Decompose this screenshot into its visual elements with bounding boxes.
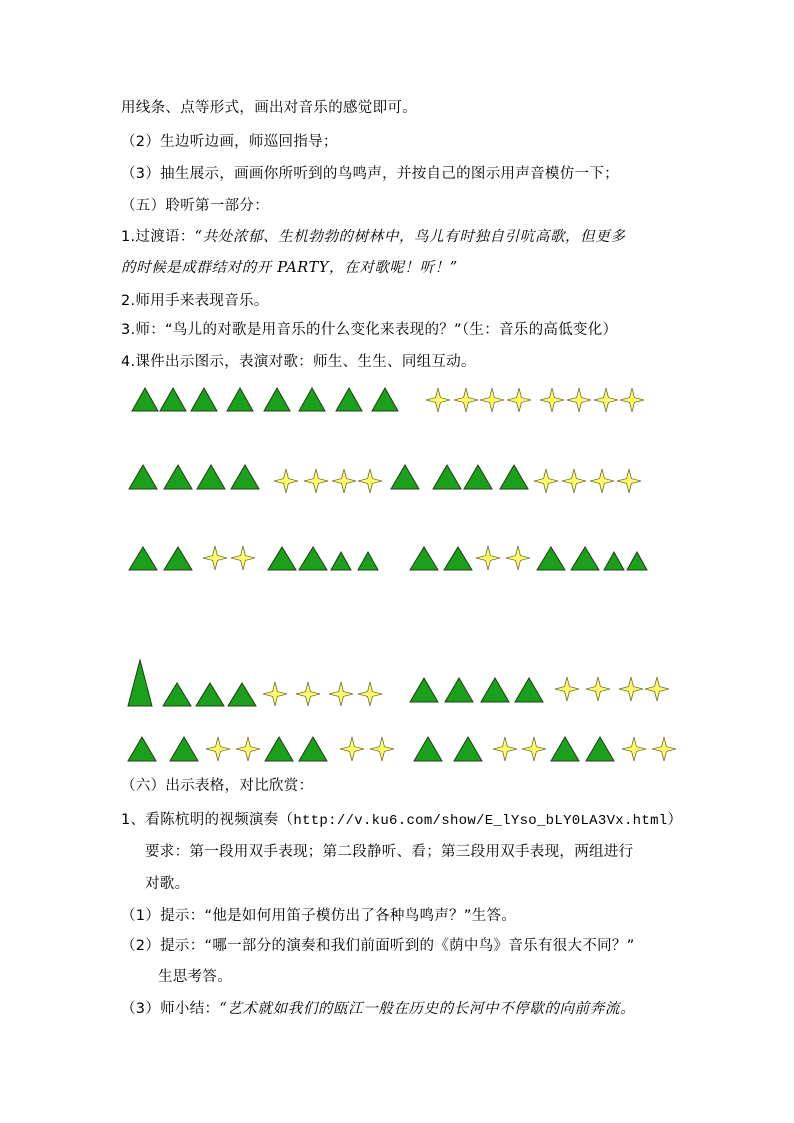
triangle-shape [515,678,543,702]
triangle-shape [444,547,472,570]
text-line-10: （六）出示表格，对比欣赏： [121,778,314,794]
star-shape [620,388,644,412]
triangle-shape [358,552,378,570]
summary-label: （3）师小结： [121,1001,220,1017]
triangle-shape [604,552,624,570]
triangle-shape [129,465,157,489]
text-line-11 [121,810,682,831]
star-shape [590,469,614,493]
text-line-16: 生思考答。 [158,969,232,985]
triangle-shape [299,737,327,761]
triangle-shape [170,737,198,761]
star-shape [480,388,504,412]
star-shape [296,682,320,706]
text-line-13: 对歌。 [145,876,190,892]
star-shape [358,469,382,493]
triangle-shape [410,678,438,702]
triangle-shape [627,552,647,570]
star-shape [329,682,353,706]
triangle-shape [481,678,509,702]
star-shape [203,546,227,570]
star-shape [619,677,643,701]
triangle-shape [433,465,461,489]
transition-quote: “共处浓郁、生机勃勃的树林中，鸟儿有时独自引吭高歌，但更多 [194,229,626,245]
text-line-15: （2）提示：“哪一部分的演奏和我们前面听到的《荫中鸟》音乐有很大不同？” [121,938,635,954]
star-shape [454,388,478,412]
triangle-shape [196,683,224,706]
triangle-shape [197,465,225,489]
triangle-shape [391,465,419,489]
text-line-6: 的时候是成群结对的开 PARTY，在对歌呢！听！” [121,260,458,276]
triangle-shape [372,388,398,411]
star-shape [622,737,646,761]
triangle-shape [454,737,482,761]
summary-quote: “艺术就如我们的瓯江一般在历史的长河中不停歇的向前奔流。 [219,1001,636,1017]
text-line-14: （1）提示：“他是如何用笛子模仿出了各种鸟鸣声？”生答。 [121,908,517,924]
text-line-4: （五）聆听第一部分： [121,198,269,214]
text-line-3: （3）抽生展示，画画你所听到的鸟鸣声，并按自己的图示用声音模仿一下； [121,166,619,182]
triangle-shape [231,465,259,489]
text-line-17 [121,999,635,1019]
video-label-end: ） [667,812,683,828]
star-shape [236,737,260,761]
star-shape [594,388,618,412]
star-shape [304,469,328,493]
star-shape [645,677,669,701]
triangle-shape [132,388,158,411]
star-shape [507,388,531,412]
star-shape [522,737,546,761]
triangle-shape [228,683,256,706]
star-shape [540,388,564,412]
triangle-shape [299,547,327,570]
triangle-shape [227,388,253,411]
text-line-9: 4.课件出示图示，表演对歌：师生、生生、同组互动。 [121,354,476,370]
triangle-shape [264,388,290,411]
triangle-shape [265,737,293,761]
text-line-7: 2.师用手来表现音乐。 [121,293,269,309]
triangle-shape [129,547,157,570]
text-line-12: 要求：第一段用双手表现；第二段静听、看；第三段用双手表现，两组进行 [145,844,634,860]
star-shape [493,737,517,761]
triangle-shape [571,547,599,570]
triangle-shape [331,552,351,570]
star-shape [534,469,558,493]
triangle-shape [586,737,614,761]
text-line-2: （2）生边听边画，师巡回指导； [121,134,338,150]
star-shape [617,469,641,493]
star-shape [370,737,394,761]
star-shape [206,737,230,761]
triangle-shape [164,547,192,570]
video-url: http://v.ku6.com/show/E_lYso_bLY0LA3Vx.html [293,813,668,829]
star-shape [332,469,356,493]
triangle-shape [537,547,565,570]
star-shape [263,682,287,706]
star-shape [506,546,530,570]
triangle-shape [191,388,217,411]
triangle-shape [164,465,192,489]
text-line-1: 用线条、点等形式，画出对音乐的感觉即可。 [121,100,417,116]
star-shape [274,469,298,493]
star-shape [476,546,500,570]
star-shape [652,737,676,761]
triangle-shape [464,465,492,489]
triangle-shape [128,660,152,706]
star-shape [562,469,586,493]
star-shape [586,677,610,701]
triangle-shape [128,737,156,761]
triangle-shape [414,737,442,761]
star-shape [340,737,364,761]
video-label: 1、看陈杭明的视频演奏（ [121,812,294,828]
triangle-shape [410,547,438,570]
triangle-shape [336,388,362,411]
star-shape [426,388,450,412]
star-shape [358,682,382,706]
triangle-shape [268,547,296,570]
star-shape [231,546,255,570]
triangle-shape [445,678,473,702]
transition-label: 1.过渡语： [121,229,195,245]
triangle-shape [551,737,579,761]
star-shape [567,388,591,412]
text-line-8: 3.师：“鸟儿的对歌是用音乐的什么变化来表现的？”（生：音乐的高低变化） [121,322,618,338]
triangle-shape [160,388,186,411]
triangle-shape [299,388,325,411]
triangle-shape [500,465,528,489]
star-shape [555,677,579,701]
triangle-shape [163,683,191,706]
